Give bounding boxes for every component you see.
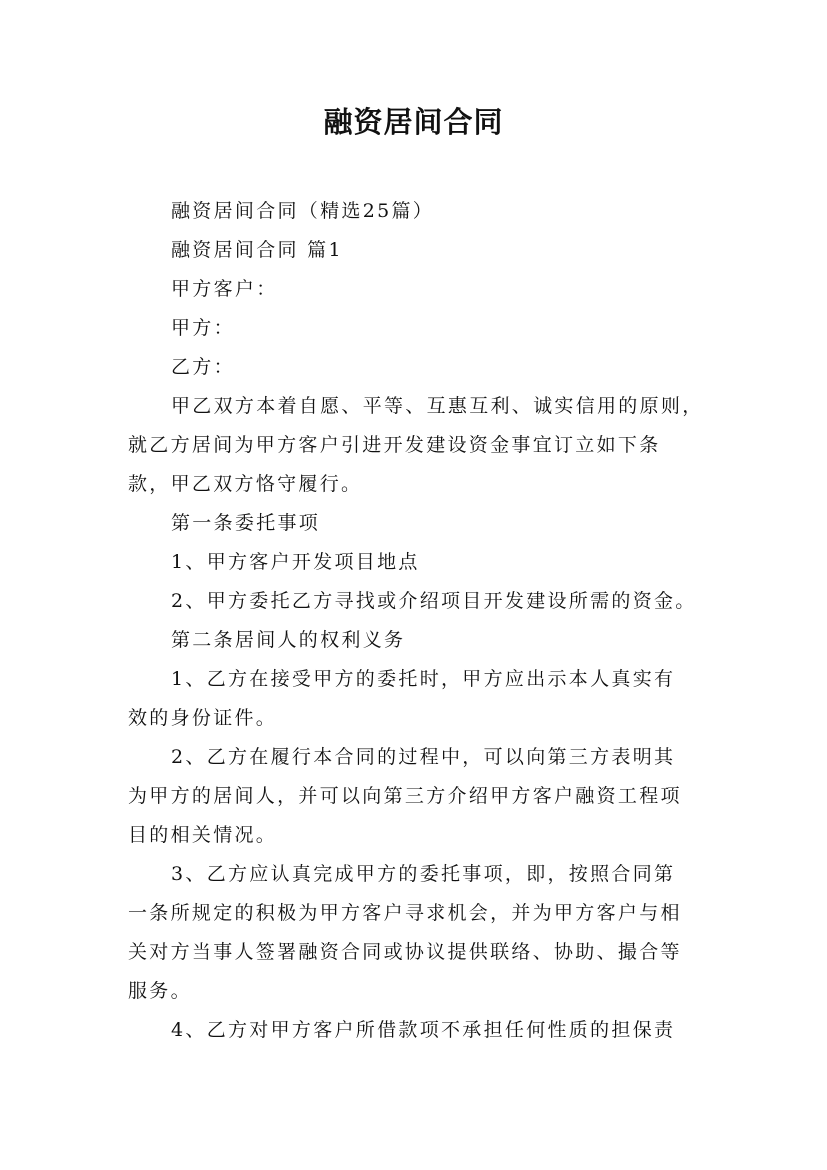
paragraph-line: 3、乙方应认真完成甲方的委托事项，即，按照合同第 [171,863,676,885]
paragraph-line: 融资居间合同 篇1 [171,239,343,261]
document-title: 融资居间合同 [323,105,504,139]
paragraph-line: 4、乙方对甲方客户所借款项不承担任何性质的担保责 [171,1019,676,1041]
paragraph-line: 第二条居间人的权利义务 [171,629,406,651]
paragraph-line: 1、甲方客户开发项目地点 [171,551,420,573]
paragraph-line: 效的身份证件。 [128,707,278,729]
paragraph-line: 关对方当事人签署融资合同或协议提供联络、协助、撮合等 [128,941,682,963]
paragraph [128,738,708,855]
paragraph [128,855,708,1011]
paragraph-line: 甲乙双方本着自愿、平等、互惠互利、诚实信用的原则， [171,395,704,417]
paragraph-line: 目的相关情况。 [128,824,278,846]
paragraph-line: 款，甲乙双方恪守履行。 [128,473,363,495]
paragraph [128,504,708,543]
paragraph-line: 一条所规定的积极为甲方客户寻求机会，并为甲方客户与相 [128,902,682,924]
paragraph [128,1011,708,1050]
paragraph [128,582,708,621]
paragraph [128,348,708,387]
paragraph-line: 第一条委托事项 [171,512,321,534]
paragraph [128,192,708,231]
paragraph [128,231,708,270]
paragraph-line: 甲方客户： [171,278,278,300]
paragraph-line: 1、乙方在接受甲方的委托时，甲方应出示本人真实有 [171,668,676,690]
paragraph-line: 融资居间合同（精选25篇） [171,200,435,222]
paragraph [128,660,708,738]
paragraph [128,621,708,660]
paragraph-line: 为甲方的居间人，并可以向第三方介绍甲方客户融资工程项 [128,785,682,807]
paragraph-line: 乙方： [171,356,235,378]
paragraph-line: 服务。 [128,980,192,1002]
paragraph-line: 2、甲方委托乙方寻找或介绍项目开发建设所需的资金。 [171,590,697,612]
paragraph [128,387,708,504]
paragraph-line: 2、乙方在履行本合同的过程中，可以向第三方表明其 [171,746,676,768]
paragraph [128,270,708,309]
paragraph-line: 就乙方居间为甲方客户引进开发建设资金事宜订立如下条 [128,434,661,456]
paragraph-line: 甲方： [171,317,235,339]
paragraph [128,543,708,582]
paragraph [128,309,708,348]
